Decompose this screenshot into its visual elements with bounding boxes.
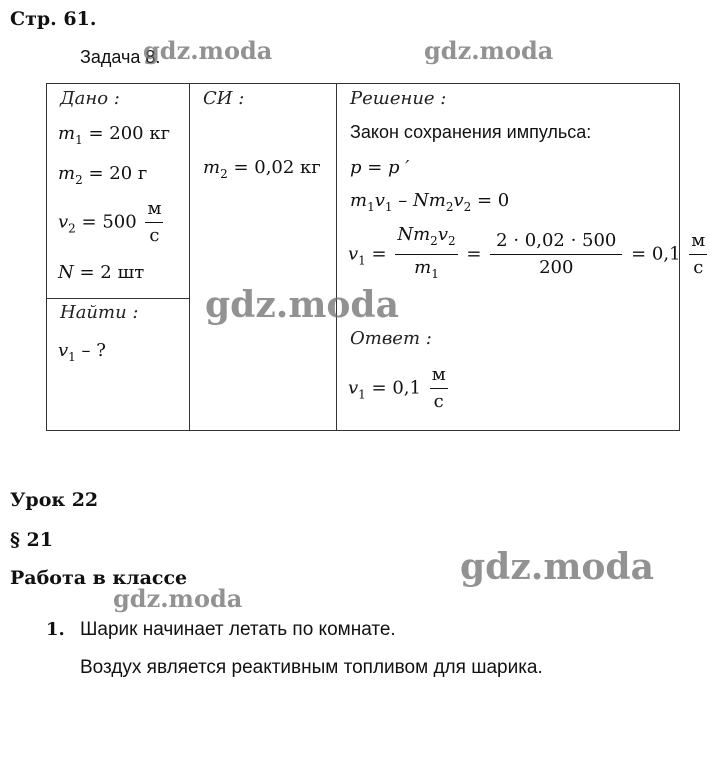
given-v2: $v_2 = 500$ $\frac{м}{с}$ xyxy=(58,198,162,246)
item-line-1: Шарик начинает летать по комнате. xyxy=(80,619,396,640)
unit-fraction: $\frac{м}{с}$ xyxy=(691,230,706,278)
table-divider-given xyxy=(189,83,190,431)
given-title: Дано : xyxy=(60,88,120,109)
solution-eq2: $m_1v_1 - Nm_2v_2 = 0$ xyxy=(350,190,510,214)
answer-title: Ответ : xyxy=(350,328,432,349)
find-title: Найти : xyxy=(60,302,139,323)
watermark-logo: gdz.moda xyxy=(113,584,243,613)
unit-fraction: $\frac{м}{с}$ xyxy=(147,198,162,246)
watermark-logo: gdz.moda xyxy=(143,36,273,65)
table-divider-find xyxy=(46,298,190,299)
item-line-2: Воздух является реактивным топливом для шарика. xyxy=(80,657,543,678)
given-m1: $m_1 = 200$ кг xyxy=(58,123,171,147)
watermark-logo: gdz.moda xyxy=(205,284,399,326)
si-title: СИ : xyxy=(203,88,245,109)
table-border-left xyxy=(46,83,47,431)
item-number: 1. xyxy=(46,619,65,640)
fraction-numeric: $\frac{2 \cdot 0,02 \cdot 500}{200}$ xyxy=(490,230,622,279)
si-m2: $m_2 = 0,02$ кг xyxy=(203,157,321,181)
task-label: Задача 8. xyxy=(80,47,161,67)
given-m2: $m_2 = 20$ г xyxy=(58,163,148,187)
solution-law: Закон сохранения импульса: xyxy=(350,122,592,142)
find-v1: $v_1$ – ? xyxy=(58,340,106,364)
watermark-logo: gdz.moda xyxy=(424,36,554,65)
watermark-logo: gdz.moda xyxy=(460,546,654,588)
table-border-bottom xyxy=(46,430,679,431)
paragraph-number: § 21 xyxy=(10,529,53,551)
solution-title: Решение : xyxy=(350,88,447,109)
lesson-title: Урок 22 xyxy=(10,489,99,511)
answer-value: $v_1 = 0,1$ $\frac{м}{с}$ xyxy=(348,364,446,412)
table-border-top xyxy=(46,83,679,84)
fraction-symbolic: $\frac{Nm_2v_2}{m_1}$ xyxy=(397,224,456,281)
page-reference: Стр. 61. xyxy=(10,8,97,30)
table-divider-si xyxy=(336,83,337,431)
solution-eq3: $v_1$ = $\frac{Nm_2v_2}{m_1}$ = $\frac{2 \cdot 0,02 \cdot 500}{200}$ = 0,1 $\frac{м}{с}$ xyxy=(348,224,710,285)
unit-fraction: $\frac{м}{с}$ xyxy=(431,364,446,412)
solution-eq1: p = p ′ xyxy=(350,157,410,178)
section-title: Работа в классе xyxy=(10,567,188,589)
given-N: N = 2 шт xyxy=(58,262,145,283)
